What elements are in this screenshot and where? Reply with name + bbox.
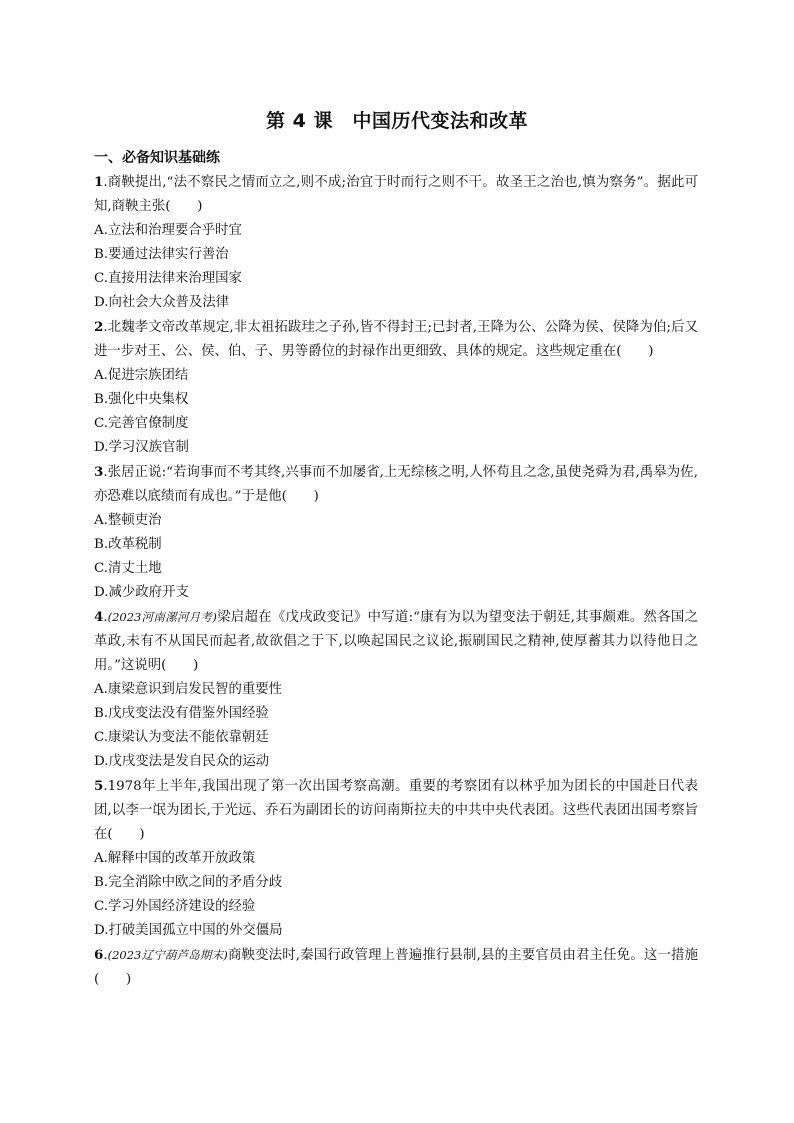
option-d: D.打破美国孤立中国的外交僵局 — [94, 923, 283, 938]
option-c: C.清丈土地 — [94, 561, 162, 576]
option-c: C.学习外国经济建设的经验 — [94, 899, 256, 914]
question-1 — [94, 170, 698, 315]
option-b: B.强化中央集权 — [94, 392, 189, 407]
question-4 — [94, 605, 698, 774]
question-2 — [94, 315, 698, 460]
question-stem — [94, 170, 698, 219]
option-b: B.改革税制 — [94, 537, 162, 552]
question-source: (2023河南漯河月考) — [107, 610, 217, 624]
question-source: (2023辽宁葫芦岛期末) — [107, 948, 228, 962]
option-a: A.解释中国的改革开放政策 — [94, 851, 256, 866]
question-6 — [94, 943, 698, 992]
option-c: C.直接用法律来治理国家 — [94, 271, 242, 286]
question-number: 5 — [94, 778, 104, 794]
question-stem: 4.(2023河南漯河月考)梁启超在《戊戌政变记》中写道:“康有为以为望变法于朝廷,其事颇难。然各国之革政,未有不从国民而起者,故欲倡之于下,以唤起国民之议论,振刷国民之精神,使厚蓄其力以待他日之用。”这说明( ) — [94, 609, 698, 673]
option-d: D.减少政府开支 — [94, 585, 189, 600]
option-b: B.戊戌变法没有借鉴外国经验 — [94, 706, 269, 721]
option-b: B.要通过法律实行善治 — [94, 247, 229, 262]
question-text: .1978年上半年,我国出现了第一次出国考察高潮。重要的考察团有以林乎加为团长的中国赴日代表团,以李一氓为团长,于光远、乔石为副团长的访问南斯拉夫的中共中央代表团。这些代表团出国考察旨在( ) — [94, 779, 698, 842]
option-d: D.学习汉族官制 — [94, 440, 189, 455]
option-d: D.戊戌变法是发自民众的运动 — [94, 754, 270, 769]
question-stem — [94, 774, 698, 847]
option-c: C.完善官僚制度 — [94, 416, 189, 431]
question-number: 2 — [94, 319, 104, 335]
question-number: 6 — [94, 947, 104, 963]
question-number: 3 — [94, 464, 104, 480]
question-5 — [94, 774, 698, 943]
exercise-content — [94, 146, 698, 992]
question-3 — [94, 460, 698, 605]
option-a: A.整顿吏治 — [94, 513, 162, 528]
option-d: D.向社会大众普及法律 — [94, 295, 230, 310]
question-number: 1 — [94, 174, 104, 190]
option-c: C.康梁认为变法不能依靠朝廷 — [94, 730, 269, 745]
lesson-title: 第 4 课 中国历代变法和改革 — [266, 110, 528, 132]
question-text: 商鞅变法时,秦国行政管理上普遍推行县制,县的主要官员由君主任免。这一措施( ) — [94, 948, 698, 987]
option-a: A.康梁意识到启发民智的重要性 — [94, 682, 283, 697]
question-text: .北魏孝文帝改革规定,非太祖拓跋珪之子孙,皆不得封王;已封者,王降为公、公降为侯、侯降为伯;后又进一步对王、公、侯、伯、子、男等爵位的封禄作出更细致、具体的规定。这些规定重在( ) — [94, 320, 698, 359]
section-heading: 一、必备知识基础练 — [94, 150, 220, 166]
question-stem: 6.(2023辽宁葫芦岛期末)商鞅变法时,秦国行政管理上普遍推行县制,县的主要官员由君主任免。这一措施( ) — [94, 947, 698, 987]
option-a: A.立法和治理要合乎时宜 — [94, 223, 242, 238]
option-a: A.促进宗族团结 — [94, 368, 189, 383]
question-stem — [94, 460, 698, 509]
question-stem — [94, 315, 698, 364]
question-text: 梁启超在《戊戌政变记》中写道:“康有为以为望变法于朝廷,其事颇难。然各国之革政,未有不从国民而起者,故欲倡之于下,以唤起国民之议论,振刷国民之精神,使厚蓄其力以待他日之用。”这说明( ) — [94, 610, 698, 673]
option-b: B.完全消除中欧之间的矛盾分歧 — [94, 875, 283, 890]
question-number: 4 — [94, 609, 104, 625]
question-text: .商鞅提出,“法不察民之情而立之,则不成;治宜于时而行之则不干。故圣王之治也,慎为察务”。据此可知,商鞅主张( ) — [94, 175, 698, 214]
question-text: .张居正说:“若询事而不考其终,兴事而不加屡省,上无综核之明,人怀苟且之念,虽使尧舜为君,禹皋为佐,亦恐难以底绩而有成也。”于是他( ) — [94, 465, 698, 504]
